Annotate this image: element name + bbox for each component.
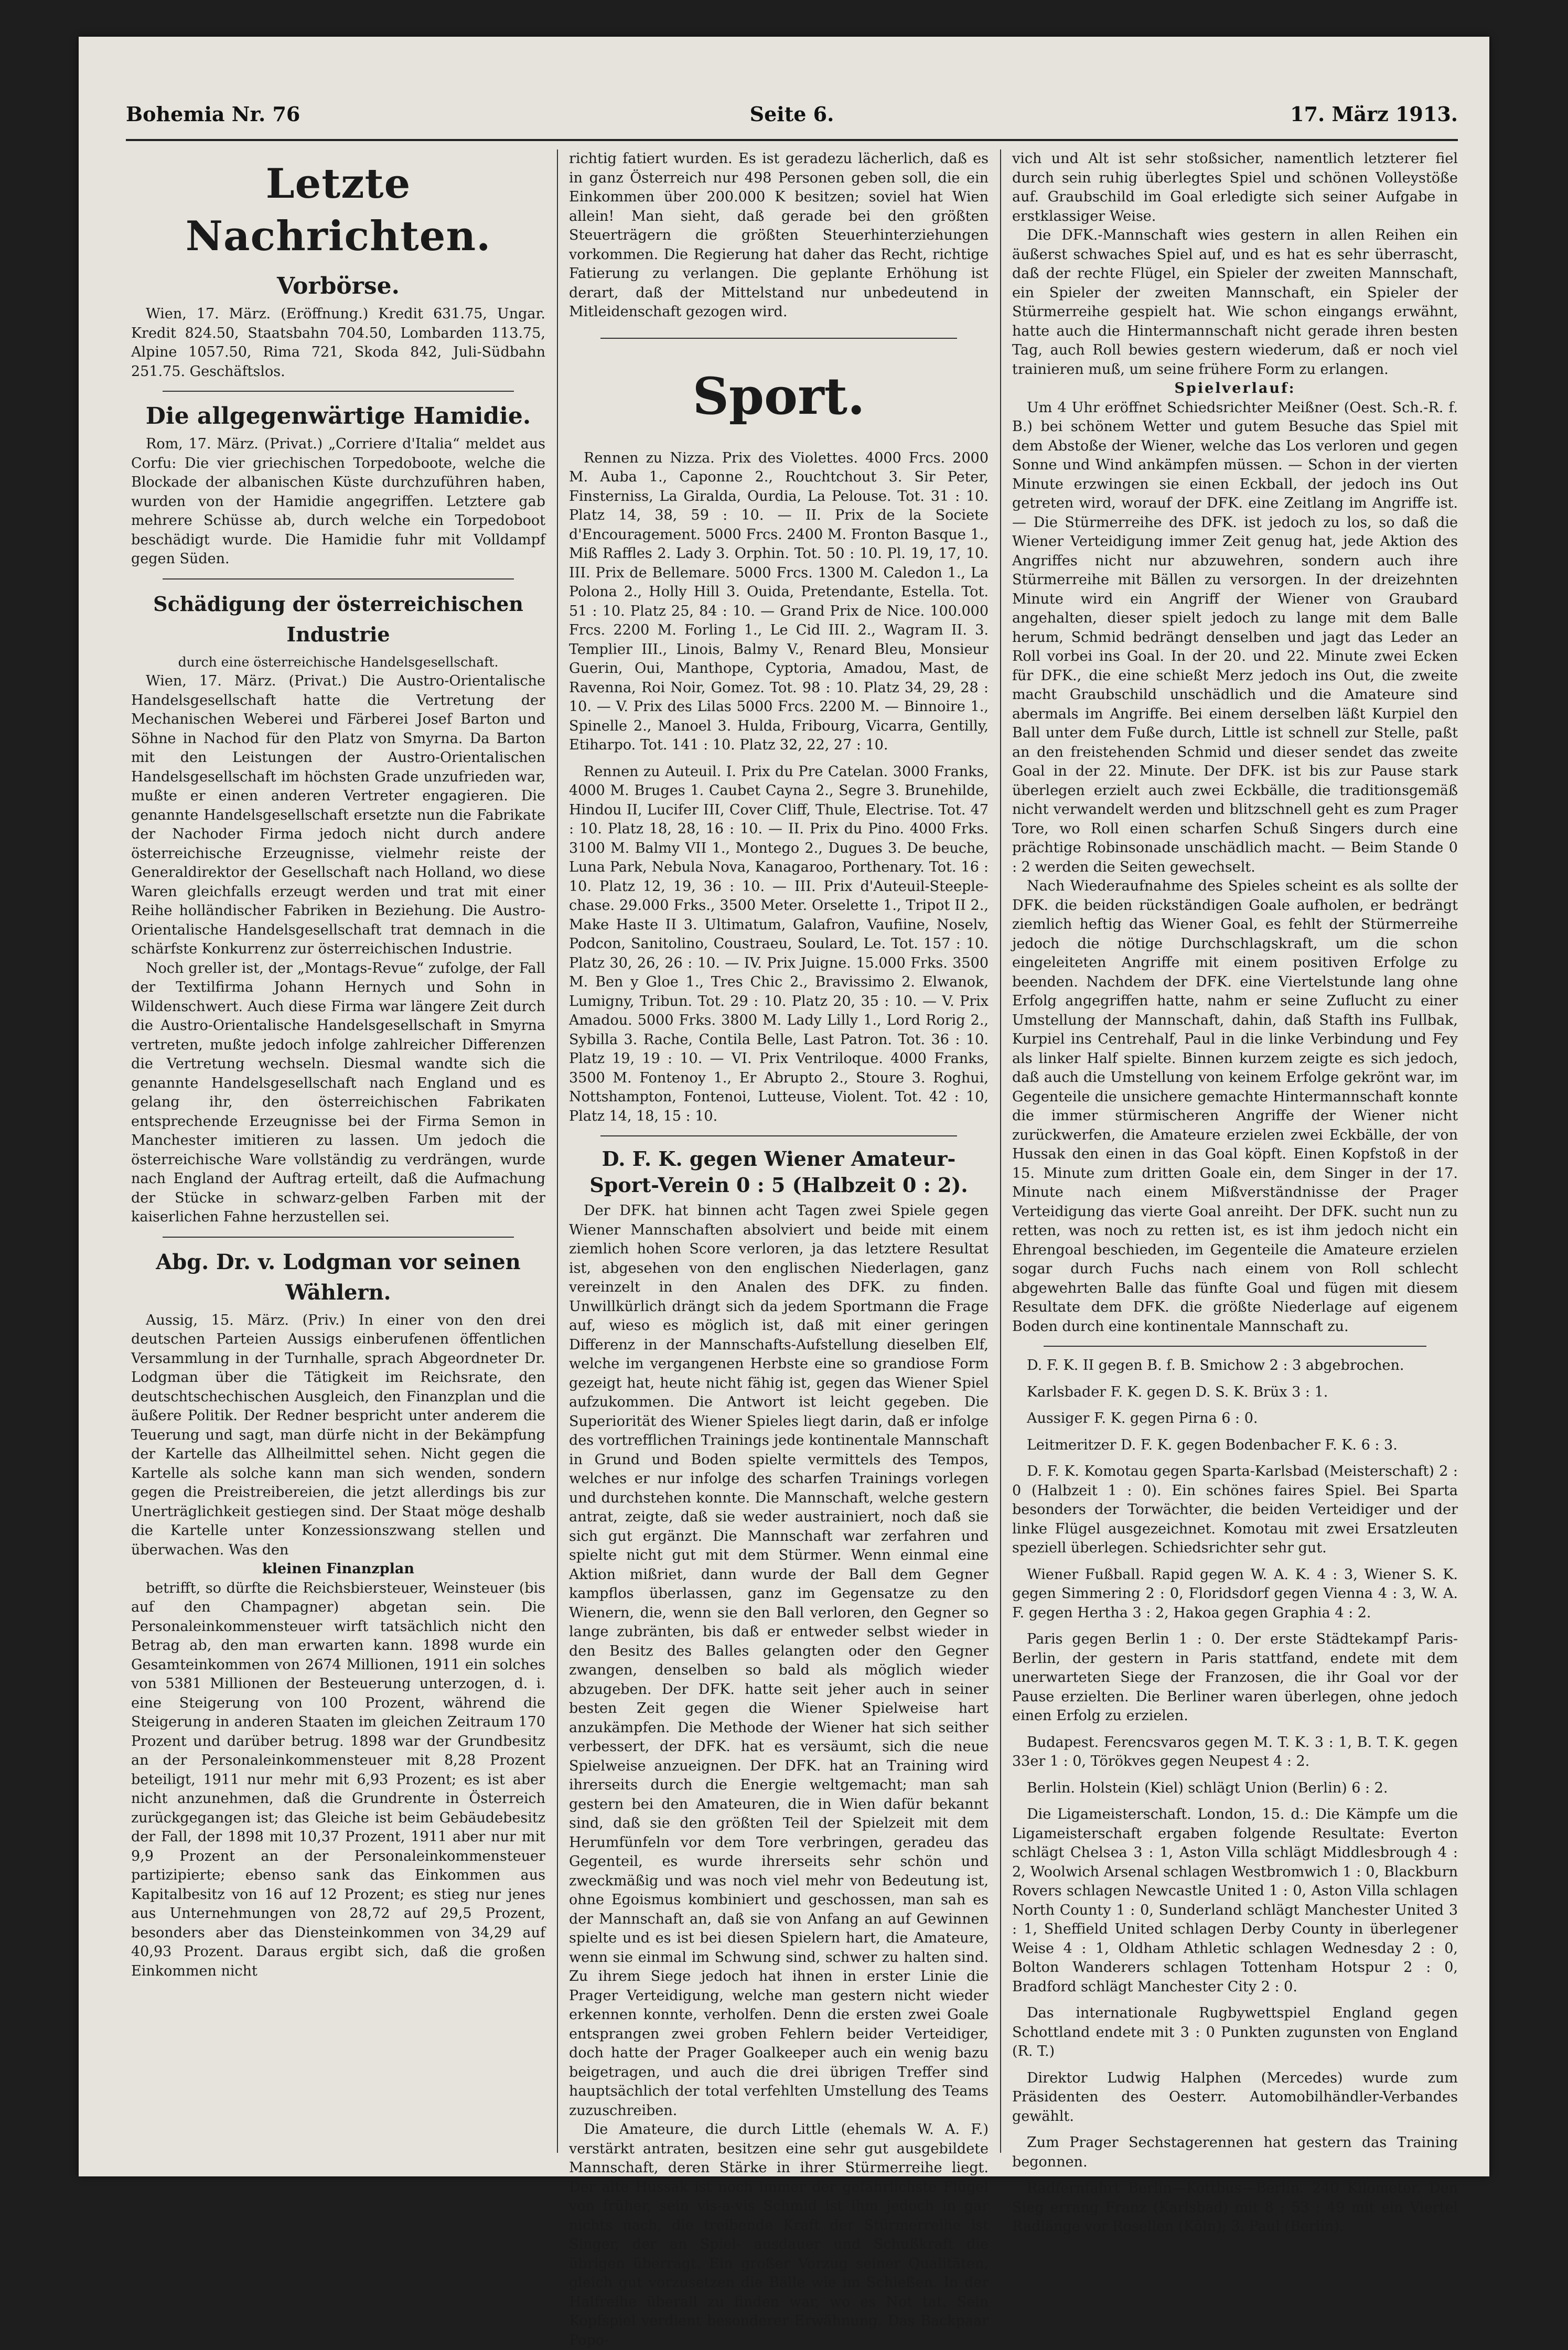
sport-result: Die Ligameisterschaft. London, 15. d.: Die Kämpfe um die Ligameisterschaft ergaben folgende Resultate: Everton schlägt Chelsea 3 : 1, Aston Villa schlägt Middlesbrough 4 : 2, Woolwich Arsenal schlagen Westbromwich 1 : 0, Blackburn Rovers schlagen Newcastle United 1 : 0, Aston Villa schlagen North County 1 : 0, Sunderland schlägt Manchester United 3 : 1, Sheffield United schlagen Derby County in überlegener Weise 4 : 1, Oldham Athletic schlagen Wednesday 2 : 0, Bolton Wanderers schlagen Tottenham Hotspur 2 : 0, Bradford schlägt Manchester City 2 : 0. — [1012, 1806, 1458, 1995]
article-text: Wien, 17. März. (Privat.) Die Austro-Orientalische Handelsgesellschaft hatte die Vertretung der Mechanischen Weberei und Färberei Josef Barton und Söhne in Nachod für den Platz von Smyrna. Da Barton mit den Leistungen der Austro-Orientalischen Handelsgesellschaft im höchsten Grade unzufrieden war, mußte er einen anderen Vertreter engagieren. Die genannte Handelsgesellschaft ersetzte nun die Fabrikate der Nachoder Firma jedoch nicht durch andere österreichische Erzeugnisse, vielmehr reiste der Generaldirektor der Gesellschaft nach Holland, wo diese Waren gleichfalls erzeugt werden und trat mit einer Reihe holländischer Fabriken in Beziehung. Die Austro-Orientalische Handelsgesellschaft trat demnach in die schärfste Konkurrenz zur österreichischen Industrie. — [131, 673, 545, 957]
divider — [600, 338, 957, 339]
page-header — [126, 102, 1458, 139]
divider — [1044, 1346, 1426, 1347]
article-text: vich und Alt ist sehr stoßsicher, namentlich letzterer fiel durch sein ruhig überlegtes Spiel und schönen Volleystöße auf. Graubschild im Goal erledigte sich seiner Aufgabe in erstklassiger Weise. — [1012, 151, 1458, 224]
article-subheading: kleinen Finanzplan — [262, 1561, 414, 1577]
article-heading: Vorbörse. — [276, 273, 400, 299]
article-text: Die Amateure, die durch Little (ehemals W. A. F.) verstärkt antraten, besitzen eine sehr gut ausgebildete Mannschaft, deren Stärke in ihrer Stürmerreihe liegt. Der alte Hussak ist noch immer der gefährlichste Flügel von früher, sein vis-a-vis Schmid ist ihm jedoch in gar nichts nach, die treibende Kraft der Stürmerreihe ist Singer, der an Spiel- ausdauer und Schußkraft die übrigen überragt. Ein großer Vorzug seiner Qualitäten, gleich gut vorzusetzen die Bälle wie im Schießen. In der Halfreihe überall zu finden war, wo es Not tat. Sein Kopfspiel verdient besonderer Erwähnung. Das Backpaar Popo- — [569, 2121, 989, 2348]
column-divider — [557, 149, 558, 2153]
masthead-issue: Bohemia Nr. 76 — [126, 102, 300, 126]
divider — [163, 391, 514, 392]
article-heading: Die allgegenwärtige Hamidie. — [145, 403, 531, 430]
article-heading: Schädigung der österreichischen Industrie — [153, 592, 523, 646]
column-1 — [131, 149, 545, 2153]
article-text: Noch greller ist, der „Montags-Revue“ zufolge, der Fall der Textilfirma Johann Hernych und Sohn in Wildenschwert. Auch diese Firma war längere Zeit durch die Austro-Orientalische Handelsgesellschaft in Smyrna vertreten, mußte jedoch infolge zahlreicher Differenzen die Vertretung wechseln. Diesmal wandte sich die genannte Handelsgesellschaft nach England und es gelang ihr, den österreichischen Fabrikaten entsprechende Erzeugnisse bei der Firma Semon in Manchester imitieren zu lassen. Um jedoch die österreichische Ware vollständig zu verdrängen, wurde nach England der Auftrag erteilt, daß die Aufmachung der Stücke in schwarz-gelben Farben mit der kaiserlichen Fahne herzustellen sei. — [131, 960, 545, 1225]
issue-date: 17. März 1913. — [1290, 102, 1458, 126]
race-results: Rennen zu Nizza. Prix des Violettes. 4000 Frcs. 2000 M. Auba 1., Caponne 2., Rouchtchout 3. Sir Peter, Finsterniss, La Giralda, Ourdia, La Pelouse. Tot. 31 : 10. Platz 14, 38, 59 : 10. — II. Prix de la Societe d'Encouragement. 5000 Frcs. 2400 M. Fronton Basque 1., Miß Raffles 2. Lady 3. Orphin. Tot. 50 : 10. Pl. 19, 17, 10. III. Prix de Bellemare. 5000 Frcs. 1300 M. Caledon 1., La Polona 2., Holly Hill 3. Ouida, Pretendante, Estella. Tot. 51 : 10. Platz 25, 84 : 10. — Grand Prix de Nice. 100.000 Frcs. 2200 M. Forling 1., Le Cid III. 2., Wagram II. 3. Templier III., Linois, Balmy V., Renard Bleu, Monsieur Guerin, Oui, Manthope, Cyptoria, Amadou, Mast, de Ravenna, Roi Noir, Gomez. Tot. 98 : 10. Platz 34, 29, 28 : 10. — V. Prix des Lilas 5000 Frcs. 2200 M. — Binnoire 1., Spinelle 2., Manoel 3. Hulda, Fribourg, Vicarra, Gentilly, Etiharpo. Tot. 141 : 10. Platz 32, 22, 27 : 10. — [569, 449, 989, 753]
article-subheading: Spielverlauf: — [1174, 380, 1296, 396]
sport-result: Das internationale Rugbywettspiel England gegen Schottland endete mit 3 : 0 Punkten zugunsten von England (R. T.) — [1012, 2005, 1458, 2059]
article-text: Aussig, 15. März. (Priv.) In einer von den drei deutschen Parteien Aussigs einberufenen öffentlichen Versammlung in der Turnhalle, sprach Abgeordneter Dr. Lodgman über die Tätigkeit im Reichsrate, den deutschtschechischen Ausgleich, den Finanzplan und die äußere Politik. Der Redner bespricht unter anderem die Teuerung und sagt, man dürfe nicht in der Bekämpfung der Kartelle das Allheilmittel sehen. Nicht gegen die Kartelle als solche kann man sich wenden, sondern gegen die Preistreibereien, die jetzt allerdings bis zur Unerträglichkeit gestiegen sind. Der Staat möge deshalb die Kartelle unter Konzessionszwang stellen und überwachen. Was den — [131, 1312, 545, 1558]
divider — [163, 578, 514, 580]
header-rule — [126, 139, 1458, 141]
sport-result: Radfernfahrt Berlin—Kottbus—Berlin. 240 Kilometer. Den Sieg errang Franz (Karlsbad) mit 8 : 53 : 49 mit ein Viertel Radlänge vor Rosellen (Köln); 3. Paul (Berlin). — [1012, 2180, 1458, 2235]
section-title: Sport. — [692, 366, 865, 426]
article-text: Wien, 17. März. (Eröffnung.) Kredit 631.75, Ungar. Kredit 824.50, Staatsbahn 704.50, Lombarden 113.75, Alpine 1057.50, Rima 721, Skoda 842, Juli-Südbahn 251.75. Geschäftslos. — [131, 306, 545, 380]
article-text: richtig fatiert wurden. Es ist geradezu lächerlich, daß es in ganz Österreich nur 498 Personen geben soll, die ein Einkommen über 200.000 K besitzen; soviel hat Wien allein! Man sieht, daß gerade bei den größten Steuerträgern die größten Steuerhinterziehungen vorkommen. Die Regierung hat daher das Recht, richtige Fatierung zu verlangen. Die geplante Erhöhung ist derart, daß der Mittelstand nur unbedeutend in Mitleidenschaft gezogen wird. — [569, 151, 989, 320]
sport-result: Direktor Ludwig Halphen (Mercedes) wurde zum Präsidenten des Oesterr. Automobilhändler-Verbandes gewählt. — [1012, 2069, 1458, 2124]
column-divider — [1000, 149, 1001, 2153]
newspaper-page — [79, 37, 1489, 2348]
sport-result: Budapest. Ferencsvaros gegen M. T. K. 3 : 1, B. T. K. gegen 33er 1 : 0, Törökves gegen Neupest 4 : 2. — [1012, 1734, 1458, 1769]
sport-result: Wiener Fußball. Rapid gegen W. A. K. 4 : 3, Wiener S. K. gegen Simmering 2 : 0, Floridsdorf gegen Vienna 4 : 3, W. A. F. gegen Hertha 3 : 2, Hakoa gegen Graphia 4 : 2. — [1012, 1566, 1458, 1621]
divider — [163, 1237, 514, 1238]
page-number: Seite 6. — [749, 102, 834, 126]
article-heading: Abg. Dr. v. Lodgman vor seinen Wählern. — [156, 1249, 521, 1305]
sport-result: Paris gegen Berlin 1 : 0. Der erste Städtekampf Paris-Berlin, der gestern in Paris stattfand, endete mit dem unerwarteten Siege der Franzosen, die ihr Goal vor der Pause erzielten. Die Berliner waren überlegen, ohne jedoch einen Erfolg zu erzielen. — [1012, 1631, 1458, 1724]
sport-result: Zum Prager Sechstagerennen hat gestern das Training begonnen. — [1012, 2134, 1458, 2170]
race-results: Rennen zu Auteuil. I. Prix du Pre Catelan. 3000 Franks, 4000 M. Bruges 1. Caubet Cayna 2., Segre 3. Brunehilde, Hindou II, Lucifer III, Cover Cliff, Thule, Electrise. Tot. 47 : 10. Platz 18, 28, 16 : 10. — II. Prix du Pino. 4000 Frks. 3100 M. Balmy VII 1., Montego 2., Dugues 3. De beuche, Luna Park, Nebula Nova, Kanagaroo, Porthenary. Tot. 16 : 10. Platz 12, 19, 36 : 10. — III. Prix d'Auteuil-Steeple-chase. 29.000 Frks., 3500 Meter. Orselette 1., Tripot II 2., Make Haste II 3. Ultimatum, Galafron, Vaufiine, Noselv, Podcon, Sanitolino, Coustraeu, Soulard, Le. Tot. 157 : 10. Platz 30, 26, 26 : 10. — IV. Prix Juigne. 15.000 Frks. 3500 M. Ben y Gloe 1., Tres Chic 2., Bravissimo 2. Elwanok, Lumigny, Tribun. Tot. 29 : 10. Platz 20, 35 : 10. — V. Prix Amadou. 5000 Frks. 3800 M. Lady Lilly 1., Lord Rorig 2., Sybilla 3. Rache, Contila Belle, Last Patron. Tot. 36 : 10. Platz 19, 19 : 10. — VI. Prix Ventriloque. 4000 Franks, 3500 M. Fontenoy 1., Er Abrupto 2., Stoure 3. Roghui, Nottshampton, Fontenoi, Lutteuse, Violent. Tot. 42 : 10, Platz 14, 18, 15 : 10. — [569, 763, 989, 1124]
article-text: Der DFK. hat binnen acht Tagen zwei Spiele gegen Wiener Mannschaften absolviert und beide mit einem ziemlich hohen Score verloren, ja das letztere Resultat ist, abgesehen von den englischen Niederlagen, ganz vereinzelt in den Analen des DFK. zu finden. Unwillkürlich drängt sich da jedem Sportmann die Frage auf, wieso es möglich ist, daß mit einer geringen Differenz in der Mannschafts-Aufstellung dieselben Elf, welche im vergangenen Herbste eine so grandiose Form gezeigt hat, heute nicht fähig ist, gegen das Wiener Spiel aufzukommen. Die Antwort ist leicht gegeben. Die Superiorität des Wiener Spieles liegt darin, daß er infolge des vortrefflichen Trainings jede kontinentale Mannschaft in Grund und Boden spielte vermittels des Tempos, welches er nur infolge des scharfen Trainings vorlegen und durchstehen konnte. Die Mannschaft, welche gestern antrat, zeigte, daß sie weder austrainiert, noch daß sie sich gut ergänzt. Die Mannschaft war zerfahren und spielte nicht gut mit dem Stürmer. Wenn einmal eine Aktion mißriet, dann wurde der Ball dem Gegner kampflos überlassen, ganz im Gegensatze zu den Wienern, die, wenn sie den Ball verloren, den Gegner so lange zubränten, bis daß er entweder selbst wieder in den Besitz des Balles gelangten oder den Gegner zwangen, denselben so bald als möglich wieder abzugeben. Der DFK. hatte seit jeher auch in seiner besten Zeit gegen die Wiener Spielweise hart anzukämpfen. Die Methode der Wiener hat sich seither verbessert, der DFK. hat es versäumt, sich die neue Spielweise anzueignen. Der DFK. hat an Training wird ihrerseits durch die Energie weltgemacht; man sah gestern bei den Amateuren, die in Wien dafür bekannt sind, daß sie den größten Teil der Spielzeit mit dem Herumfünfeln vor dem Tore verbringen, geradeu das Gegenteil, es wurde ihrerseits sehr schön und zweckmäßig und was noch viel mehr von Bedeutung ist, ohne Egoismus kombiniert und geschossen, man sah es der Mannschaft an, daß sie von Anfang an auf Gewinnen spielte und es ist bei diesen Spielern hart, die Amateure, wenn sie einmal im Schwung sind, schwer zu halten sind. Zu ihrem Siege jedoch hat ihnen in erster Linie die Prager Verteidigung, welche man gestern nicht wieder erkennen konnte, verholfen. Denn die ersten zwei Goale entsprangen zwei groben Fehlern beider Verteidiger, doch hatte der Prager Goalkeeper auch ein wenig bazu beigetragen, und auch die drei übrigen Treffer sind hauptsächlich der total verfehlten Umstellung des Teams zuzuschreiben. — [569, 1203, 989, 2119]
sport-result: Aussiger F. K. gegen Pirna 6 : 0. — [1027, 1410, 1258, 1426]
divider — [600, 1135, 957, 1136]
article-text: Die DFK.-Mannschaft wies gestern in allen Reihen ein äußerst schwaches Spiel auf, und es hat es sehr überrascht, daß der rechte Flügel, ein Spieler der zweiten Mannschaft, ein Spieler der zweiten Mannschaft, ein Spieler der Stürmerreihe gespielt hat. Wie schon eingangs erwähnt, hatte auch die Hintermannschaft nicht gerade ihren besten Tag, auch Roll bewies gestern wiederum, daß er noch viel trainieren muß, um seine frühere Form zu erlangen. — [1012, 227, 1458, 378]
sport-result: Karlsbader F. K. gegen D. S. K. Brüx 3 : 1. — [1027, 1383, 1328, 1400]
sport-result: Leitmeritzer D. F. K. gegen Bodenbacher F. K. 6 : 3. — [1027, 1436, 1398, 1453]
sport-result: D. F. K. Komotau gegen Sparta-Karlsbad (Meisterschaft) 2 : 0 (Halbzeit 1 : 0). Ein schönes faires Spiel. Bei Sparta besonders der Torwächter, die beiden Verteidiger und der linke Flügel ausgezeichnet. Komotau mit zwei Ersatzleuten speziell überlegen. Schiedsrichter sehr gut. — [1012, 1463, 1458, 1556]
article-heading: D. F. K. gegen Wiener Amateur-Sport-Verein 0 : 5 (Halbzeit 0 : 2). — [589, 1147, 968, 1197]
sport-result: Berlin. Holstein (Kiel) schlägt Union (Berlin) 6 : 2. — [1027, 1779, 1388, 1796]
article-text: betrifft, so dürfte die Reichsbiersteuer, Weinsteuer (bis auf den Champagner) abgetan sein. Die Personaleinkommensteuer wirft tatsächlich nicht den Betrag ab, den man erwarten kann. 1898 wurde ein Gesamteinkommen von 2674 Millionen, 1911 ein solches von 5381 Millionen der Besteuerung unterzogen, d. i. eine Steigerung von 100 Prozent, während die Steigerung in anderen Staaten im gleichen Zeitraum 170 Prozent und darüber betrug. 1898 war der Grundbesitz an der Personaleinkommensteuer mit 8,28 Prozent beteiligt, 1911 nur mehr mit 6,93 Prozent; es ist aber nicht anzunehmen, daß die Grundrente in Österreich zurückgegangen ist; das Gleiche ist beim Gebäudebesitz der Fall, der 1898 mit 10,37 Prozent, 1911 aber nur mit 9,9 Prozent an der Personaleinkommensteuer partizipierte; ebenso sank das Einkommen aus Kapitalbesitz von 16 auf 12 Prozent; es stieg nur jenes aus Unternehmungen von 28,72 auf 29,5 Prozent, besonders aber das Diensteinkommen von 34,29 auf 40,93 Prozent. Daraus ergibt sich, daß die großen Einkommen nicht — [131, 1580, 545, 1979]
article-subheading: durch eine österreichische Handelsgesellschaft. — [178, 654, 499, 670]
section-title: Letzte Nachrichten. — [185, 160, 491, 260]
article-text: Nach Wiederaufnahme des Spieles scheint es als sollte der DFK. die beiden rückständigen Goale aufholen, er bedrängt ziemlich heftig das Wiener Goal, es fehlt der Stürmerreihe jedoch die nötige Durchschlagskraft, um die schon eingeleiteten Angriffe mit einem positiven Erfolge zu beenden. Nachdem der DFK. eine Viertelstunde lang ohne Erfolg angegriffen hatte, nahm er seine Zuflucht zu einer Umstellung der Mannschaft, dahin, daß Stafth ins Fullbak, Kurpiel ins Centrehalf, Paul in die linke Verbindung und Fey als linker Half spielte. Binnen kurzem zeigte es sich jedoch, daß auch die Umstellung von keinem Erfolge gekrönt war, im Gegenteile die unsichere gemachte Hintermannschaft konnte die immer stürmischeren Angriffe der Wiener nicht zurückwerfen, die Amateure erzielen zwei Eckbälle, der von Hussak den einen in das Goal köpft. Einen Kopfstoß in der 15. Minute zum dritten Goale ein, dem Singer in der 17. Minute nach einem Mißverständnisse der Prager Verteidigung das vierte Goal anreiht. Der DFK. sucht nun zu retten, was noch zu retten ist, es ist ihm jedoch nicht ein Ehrengoal beschieden, im Gegenteile die Amateure erzielen sogar durch Fuchs nach einem von Roll schlecht abgewehrten Balle das fünfte Goal und fügen mit diesem Resultate dem DFK. die größte Niederlage auf eigenem Boden durch eine kontinentale Mannschaft zu. — [1012, 878, 1458, 1335]
column-3 — [1012, 149, 1458, 2235]
sport-result: D. F. K. II gegen B. f. B. Smichow 2 : 3 abgebrochen. — [1027, 1357, 1404, 1373]
column-2 — [569, 149, 989, 2348]
article-text: Um 4 Uhr eröffnet Schiedsrichter Meißner (Oest. Sch.-R. f. B.) bei schönem Wetter und gutem Besuche das Spiel mit dem Abstoße der Wiener, welche das Los verloren und gegen Sonne und Wind ankämpfen müssen. — Schon in der vierten Minute erzwingen sie einen Eckball, der jedoch ins Out getreten wird, worauf der DFK. eine Zeitlang im Angriffe ist. — Die Stürmerreihe des DFK. ist jedoch zu los, so daß die Wiener Verteidigung immer Zeit genug hat, jede Aktion des Angriffes nicht nur abzuwehren, sondern auch ihre Stürmerreihe mit Bällen zu versorgen. In der dreizehnten Minute wird ein Angriff der Wiener von Graubard angehalten, dieser spielt jedoch zu lange mit dem Balle herum, Schmid bedrängt denselben und jagt das Leder an Roll vorbei ins Goal. In der 20. und 22. Minute zwei Ecken für DFK., die eine schießt Merz jedoch ins Out, die zweite macht Graubschild unschädlich und die Amateure sind abermals im Angriffe. Bei einem derselben läßt Kurpiel den Ball unter dem Fuße durch, Little ist schnell zur Stelle, paßt an den freistehenden Schmid und dieser sendet das zweite Goal in der 22. Minute. Der DFK. ist bis zur Pause stark überlegen erzielt auch zwei Eckbälle, die traditionsgemäß nicht verwandelt werden und blitzschnell geht es zum Prager Tore, wo Roll einen scharfen Schuß Singers durch eine prächtige Robinsonade unschädlich macht. — Beim Stande 0 : 2 werden die Seiten gewechselt. — [1012, 399, 1458, 875]
article-text: Rom, 17. März. (Privat.) „Corriere d'Italia“ meldet aus Corfu: Die vier griechischen Torpedoboote, welche die Blockade der albanischen Küste durchzuführen haben, wurden von der Hamidie angegriffen. Letztere gab mehrere Schüsse ab, durch welche ein Torpedoboot beschädigt wurde. Die Hamidie fuhr mit Volldampf gegen Süden. — [131, 436, 545, 567]
